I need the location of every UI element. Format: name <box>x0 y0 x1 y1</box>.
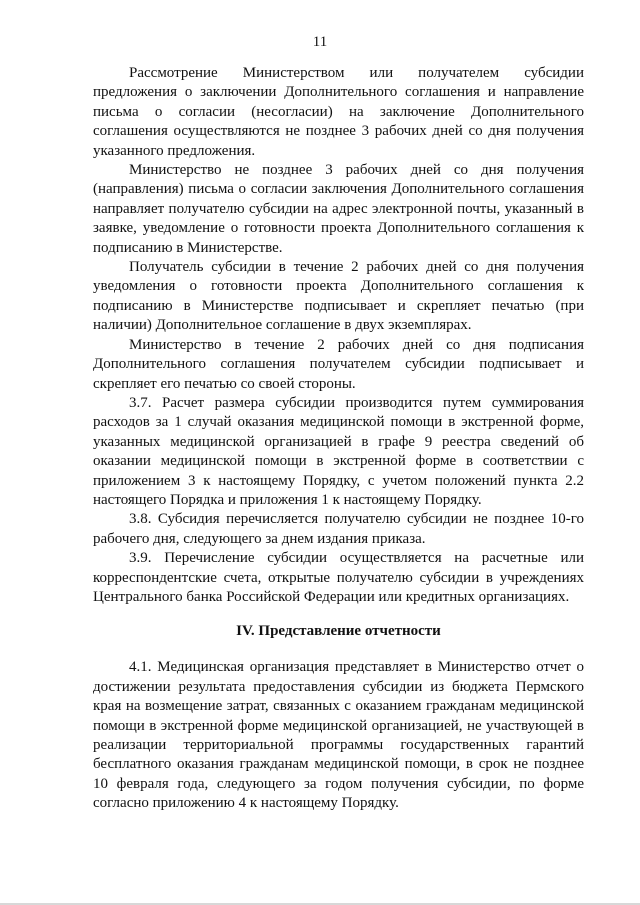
paragraph-ministry-notification: Министерство не позднее 3 рабочих дней со дня получения (направления) письма о согласии заключения Дополнительного соглашения направляет получателю субсидии на адрес электронной почты, указанный в заявке, уведомление о готовности проекта Дополнительного соглашения к подписанию в Министерстве. <box>93 162 584 256</box>
paragraph-4-1: 4.1. Медицинская организация представляет в Министерство отчет о достижении результата предоставления субсидии из бюджета Пермского края на возмещение затрат, связанных с оказанием гражданам медицинской помощи в экстренной форме медицинской организацией, не участвующей в реализации территориальной программы государственных гарантий бесплатного оказания гражданам медицинской помощи, в срок не позднее 10 февраля года, следующего за годом получения субсидии, по форме согласно приложению 4 к настоящему Порядку. <box>93 659 584 812</box>
paragraph-3-7: 3.7. Расчет размера субсидии производится путем суммирования расходов за 1 случай оказания медицинской помощи в экстренной форме, указанных медицинской организацией в графе 9 реестра сведений об оказании медицинской помощи в экстренной форме в соответствии с приложением 3 к настоящему Порядку, с учетом положений пункта 2.2 настоящего Порядка и приложения 1 к настоящему Порядку. <box>93 394 584 508</box>
paragraph-3-8: 3.8. Субсидия перечисляется получателю субсидии не позднее 10-го рабочего дня, следующего за днем издания приказа. <box>93 511 584 547</box>
paragraph-3-9: 3.9. Перечисление субсидии осуществляется на расчетные или корреспондентские счета, открытые получателю субсидии в учреждениях Центрального банка Российской Федерации или кредитных организациях. <box>93 550 584 605</box>
paragraph-review-proposal: Рассмотрение Министерством или получателем субсидии предложения о заключении Дополнительного соглашения и направление письма о согласии (несогласии) на заключение Дополнительного соглашения осуществляются не позднее 3 рабочих дней со дня получения указанного предложения. <box>93 65 584 159</box>
paragraph-ministry-signing: Министерство в течение 2 рабочих дней со дня подписания Дополнительного соглашения получателем субсидии подписывает и скрепляет его печатью со своей стороны. <box>93 336 584 392</box>
page-number: 11 <box>312 34 328 50</box>
section-heading: IV. Представление отчетности <box>236 623 441 640</box>
paragraph-recipient-signing: Получатель субсидии в течение 2 рабочих дней со дня получения уведомления о готовности проекта Дополнительного соглашения к подписанию в Министерстве подписывает и скрепляет печатью (при наличии) Дополнительное соглашение в двух экземплярах. <box>93 259 584 334</box>
document-body <box>93 64 584 814</box>
